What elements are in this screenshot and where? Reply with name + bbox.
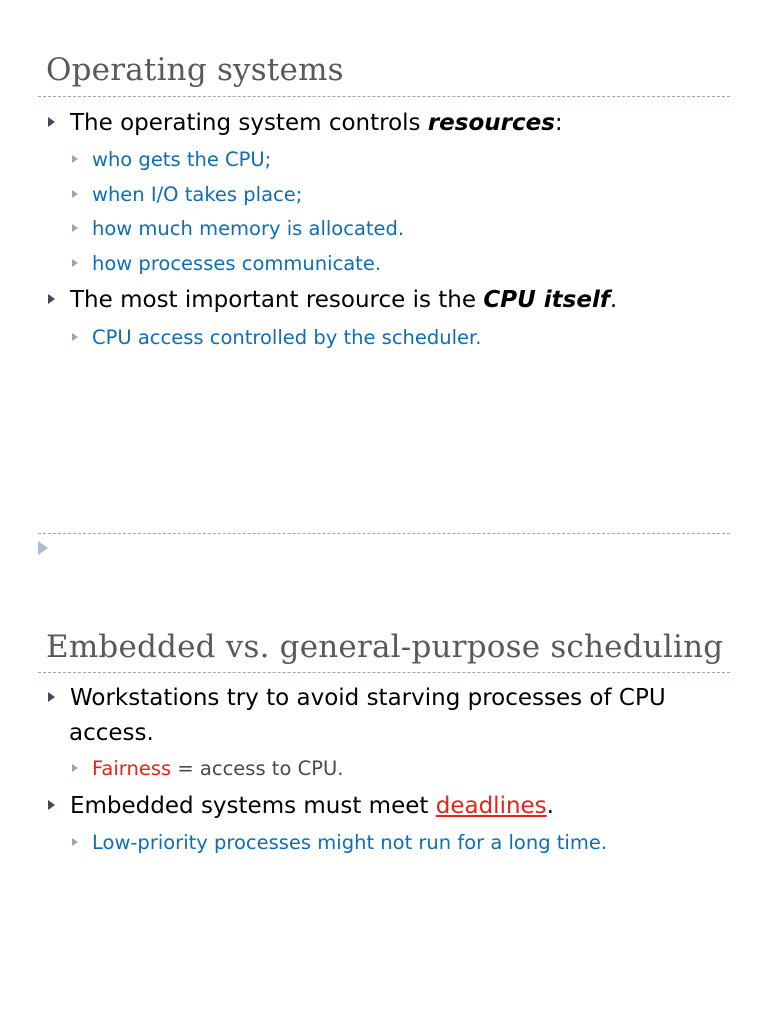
sub-bullet-item [72,326,481,349]
bullet-text: Embedded systems must meet [70,793,436,819]
triangle-right-icon [72,224,78,232]
footer-divider [38,533,730,534]
title-divider [38,96,730,97]
bullet-item [48,110,563,136]
deadlines-link[interactable]: deadlines [435,793,547,819]
bullet-item [48,793,554,819]
sub-bullet-text: how processes communicate. [92,252,382,275]
sub-bullet-item [72,831,607,854]
triangle-right-icon [72,190,78,198]
triangle-right-icon [48,294,55,304]
sub-bullet-item [72,148,271,171]
bullet-suffix: . [609,287,618,313]
fairness-term: Fairness [92,757,172,780]
sub-bullet-text: = access to CPU. [171,757,344,780]
bullet-text: The operating system controls [70,110,428,136]
sub-bullet-text: CPU access controlled by the scheduler. [92,326,482,349]
sub-bullet-item [72,757,343,780]
bullet-item [48,287,617,313]
triangle-right-icon [72,333,78,341]
bullet-text: The most important resource is the [70,287,484,313]
next-arrow-icon[interactable] [38,541,48,555]
triangle-right-icon [72,155,78,163]
sub-bullet-text: Low-priority processes might not run for a long time. [92,831,608,854]
sub-bullet-text: when I/O takes place; [92,183,303,206]
sub-bullet-item [72,217,404,240]
triangle-right-icon [48,117,55,127]
triangle-right-icon [72,764,78,772]
slide-title: Embedded vs. general-purpose scheduling [46,629,724,665]
bullet-suffix: . [546,793,554,819]
triangle-right-icon [72,259,78,267]
title-divider [38,672,730,673]
slide-title: Operating systems [46,52,344,88]
bullet-suffix: : [554,110,563,136]
bullet-emphasis: CPU itself [483,287,610,313]
bullet-item [48,685,666,711]
triangle-right-icon [72,838,78,846]
bullet-continuation: access. [69,720,154,746]
sub-bullet-text: who gets the CPU; [92,148,272,171]
sub-bullet-text: how much memory is allocated. [92,217,405,240]
bullet-emphasis: resources [427,110,555,136]
triangle-right-icon [48,800,55,810]
sub-bullet-item [72,183,302,206]
bullet-text: Workstations try to avoid starving processes of CPU [70,685,666,711]
sub-bullet-item [72,252,381,275]
triangle-right-icon [48,692,55,702]
